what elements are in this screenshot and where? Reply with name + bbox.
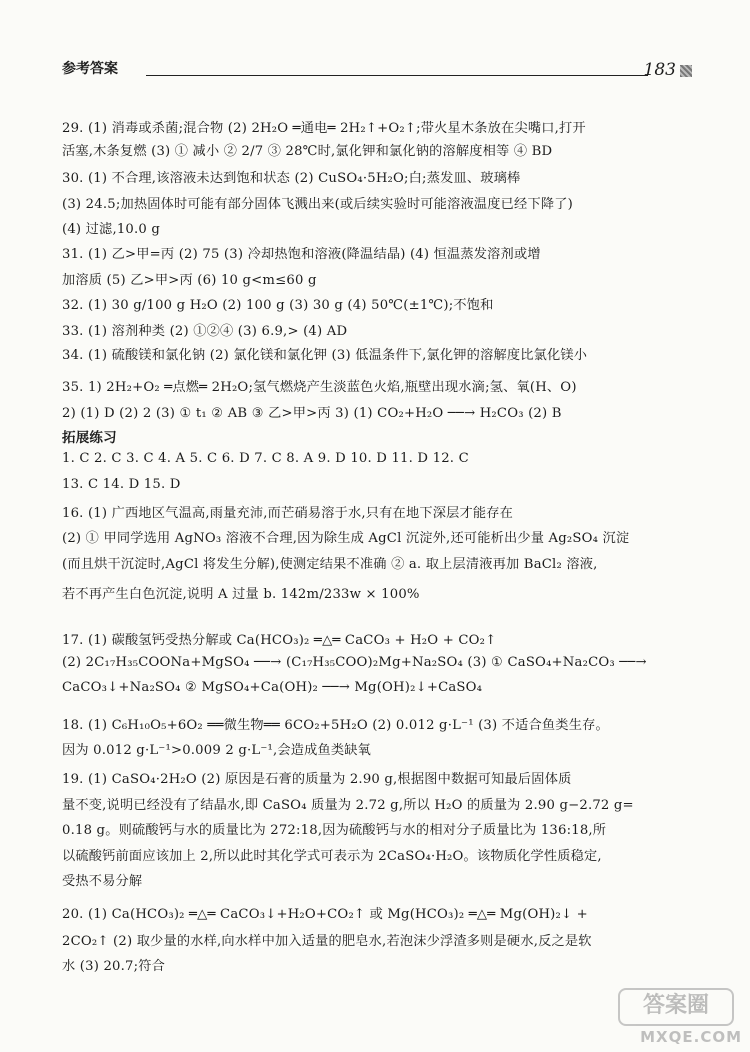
- header-rule: [146, 75, 648, 76]
- answer-line: 1. C 2. C 3. C 4. A 5. C 6. D 7. C 8. A 9. D 10. D 11. D 12. C: [62, 451, 469, 466]
- answer-line: 30. (1) 不合理,该溶液未达到饱和状态 (2) CuSO₄·5H₂O;白;蒸发皿、玻璃棒: [62, 171, 521, 186]
- answer-line: 32. (1) 30 g/100 g H₂O (2) 100 g (3) 30 g (4) 50℃(±1℃);不饱和: [62, 298, 494, 313]
- answer-line: 33. (1) 溶剂种类 (2) ①②④ (3) 6.9,> (4) AD: [62, 324, 348, 339]
- header-title: 参考答案: [62, 61, 118, 77]
- answer-line: 18. (1) C₆H₁₀O₅+6O₂ ══微生物══ 6CO₂+5H₂O (2) 0.012 g·L⁻¹ (3) 不适合鱼类生存。: [62, 718, 609, 733]
- page-number: 183: [643, 60, 676, 80]
- answer-line: 17. (1) 碳酸氢钙受热分解或 Ca(HCO₃)₂ ═△═ CaCO₃ + H₂O + CO₂↑: [62, 633, 497, 648]
- watermark-logo: [614, 988, 742, 1046]
- answer-line: CaCO₃↓+Na₂SO₄ ② MgSO₄+Ca(OH)₂ ──→ Mg(OH)₂↓+CaSO₄: [62, 680, 483, 695]
- answer-line: 加溶质 (5) 乙>甲>丙 (6) 10 g<m≤60 g: [62, 273, 317, 288]
- answer-line: 0.18 g。则硫酸钙与水的质量比为 272:18,因为硫酸钙与水的相对分子质量比为 136:18,所: [62, 823, 607, 838]
- answer-line: 2CO₂↑ (2) 取少量的水样,向水样中加入适量的肥皂水,若泡沫少浮渣多则是硬水,反之是软: [62, 934, 592, 949]
- watermark-url: MXQE.COM: [640, 1028, 742, 1046]
- answer-line: (4) 过滤,10.0 g: [62, 222, 161, 237]
- answer-line: 29. (1) 消毒或杀菌;混合物 (2) 2H₂O ═通电═ 2H₂↑+O₂↑;带火星木条放在尖嘴口,打开: [62, 121, 586, 136]
- answer-line: 若不再产生白色沉淀,说明 A 过量 b. 142m/233w × 100%: [62, 587, 420, 602]
- answer-line: (3) 24.5;加热固体时可能有部分固体飞溅出来(或后续实验时可能溶液温度已经下降了): [62, 197, 573, 212]
- answer-line: 受热不易分解: [62, 874, 143, 889]
- answer-line: 31. (1) 乙>甲=丙 (2) 75 (3) 冷却热饱和溶液(降温结晶) (4) 恒温蒸发溶剂或增: [62, 247, 541, 262]
- answer-line: 34. (1) 硫酸镁和氯化钠 (2) 氯化镁和氯化钾 (3) 低温条件下,氯化钾的溶解度比氯化镁小: [62, 348, 588, 363]
- answer-line: 35. 1) 2H₂+O₂ ═点燃═ 2H₂O;氢气燃烧产生淡蓝色火焰,瓶壁出现水滴;氢、氧(H、O): [62, 380, 577, 395]
- section-heading: 拓展练习: [62, 430, 117, 446]
- answer-line: 活塞,木条复燃 (3) ① 减小 ② 2/7 ③ 28℃时,氯化钾和氯化钠的溶解度相等 ④ BD: [62, 144, 553, 159]
- answer-line: 16. (1) 广西地区气温高,雨量充沛,而芒硝易溶于水,只有在地下深层才能存在: [62, 506, 514, 521]
- answer-line: 以硫酸钙前面应该加上 2,所以此时其化学式可表示为 2CaSO₄·H₂O。该物质化学性质稳定,: [62, 849, 602, 864]
- answer-line: 水 (3) 20.7;符合: [62, 959, 166, 974]
- answer-line: 19. (1) CaSO₄·2H₂O (2) 原因是石膏的质量为 2.90 g,根据图中数据可知最后固体质: [62, 772, 572, 787]
- answer-line: 13. C 14. D 15. D: [62, 477, 181, 492]
- answer-line: 20. (1) Ca(HCO₃)₂ ═△═ CaCO₃↓+H₂O+CO₂↑ 或 Mg(HCO₃)₂ ═△═ Mg(OH)₂↓ +: [62, 907, 588, 922]
- answer-line: (2) 2C₁₇H₃₅COONa+MgSO₄ ──→ (C₁₇H₃₅COO)₂Mg+Na₂SO₄ (3) ① CaSO₄+Na₂CO₃ ──→: [62, 655, 647, 670]
- answer-line: 因为 0.012 g·L⁻¹>0.009 2 g·L⁻¹,会造成鱼类缺氧: [62, 743, 372, 758]
- answer-line: 2) (1) D (2) 2 (3) ① t₁ ② AB ③ 乙>甲>丙 3) (1) CO₂+H₂O ──→ H₂CO₃ (2) B: [62, 406, 562, 421]
- header-decoration-icon: [680, 65, 692, 77]
- answer-line: (而且烘干沉淀时,AgCl 将发生分解),使测定结果不准确 ② a. 取上层清液再加 BaCl₂ 溶液,: [62, 557, 598, 572]
- answer-line: 量不变,说明已经没有了结晶水,即 CaSO₄ 质量为 2.72 g,所以 H₂O 的质量为 2.90 g−2.72 g=: [62, 798, 634, 813]
- answer-line: (2) ① 甲同学选用 AgNO₃ 溶液不合理,因为除生成 AgCl 沉淀外,还可能析出少量 Ag₂SO₄ 沉淀: [62, 531, 630, 546]
- watermark-logo-text: 答案圈: [618, 988, 734, 1026]
- page-header: [62, 54, 692, 80]
